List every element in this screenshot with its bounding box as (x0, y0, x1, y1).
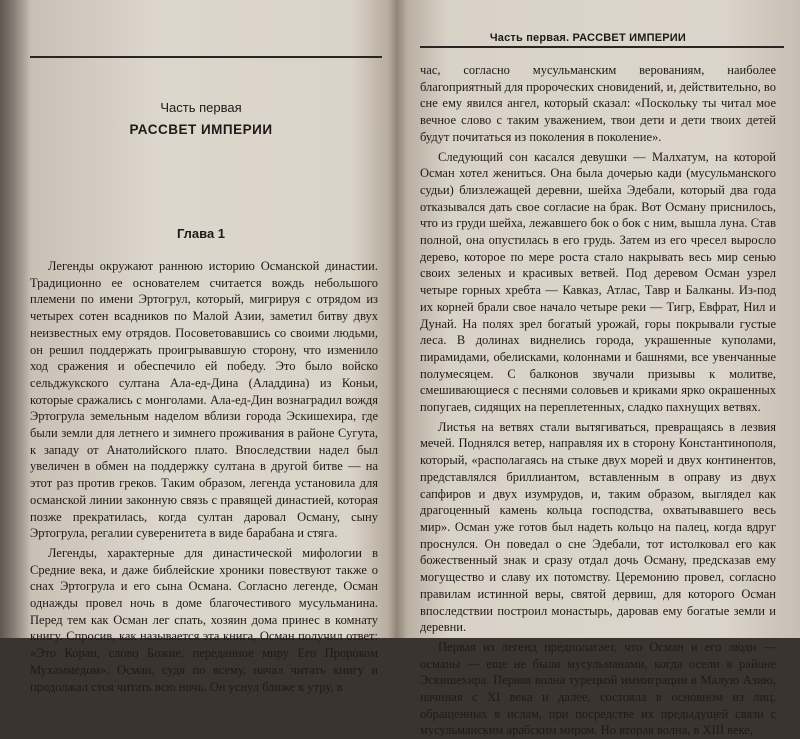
header-rule (30, 56, 382, 58)
header-rule (420, 46, 784, 48)
left-page (20, 0, 382, 694)
paragraph: Легенды окружают раннюю историю Османской династии. Традиционно ее основателем считается вождь небольшого племени по имени Эртогрул, который, мигрируя с отрядом из четырех сотен всадников по Малой Азии, заметил битву двух неизвестных ему отрядов. Посоветовавшись со своими людьми, он решил поддержать проигрывавшую сторону, что изменило ход сражения и обеспечило ей победу. Это было войско сельджукского султана Ала-ед-Дина (Аладдина) из Коньи, которые сражались с монголами. Ала-ед-Дин вознаградил вождя Эртогрула земельным наделом вблизи города Эскишехира, где были земли для летнего и зимнего проживания в районе Сугута, к западу от Анатолийского плато. Впоследствии надел был увеличен в обмен на поддержку султана в другой битве — на этот раз против греков. Таким образом, легенда установила для османской линии законную связь с правящей династией, которая позже прекратилась, когда султан даровал Осману, сыну Эртогрула, регалии суверенитета в виде барабана и стяга. (30, 259, 378, 541)
part-title: РАССВЕТ ИМПЕРИИ (129, 122, 273, 137)
paragraph: час, согласно мусульманским верованиям, наиболее благоприятный для пророческих сновидений, и, действительно, во сне ему явился ангел, который сказал: «Поскольку ты читал мое вечное слово с таким уважением, твои дети и дети твоих детей будут почитаться из поколения в поколение». (420, 63, 776, 144)
part-label: Часть первая (160, 100, 242, 115)
left-body-text (30, 258, 378, 695)
paragraph: Следующий сон касался девушки — Малхатум, на которой Осман хотел жениться. Она была дочерью кади (мусульманского судьи) близлежащей деревни, шейха Эдебали, который два года отказывался дать свое согласие на брак. Вот Осману приснилось, что из груди шейха, лежавшего бок о бок с ним, вышла луна. Став полной, она опустилась в его грудь. Затем из его чресел выросло дерево, которое по мере роста стало накрывать весь мир сенью своих зеленых и красивых ветвей. Под деревом Осман узрел четыре горных хребта — Кавказ, Атлас, Тавр и Балканы. Из-под их корней брали свое начало четыре реки — Тигр, Евфрат, Нил и Дунай. На полях зрел богатый урожай, горы покрывали густые леса. В долинах виднелись города, украшенные куполами, пирамидами, обелисками, колоннами и башнями, все увенчанные полумесяцем. С балконов звучали призывы к молитве, смешивающиеся с песнями соловьев и криками ярко окрашенных попугаев, сидящих на переплетенных, сладко пахнущих ветвях. (420, 149, 776, 415)
paragraph: Легенды, характерные для династической мифологии в Средние века, и даже библейские хроники повествуют также о снах Эртогрула и его сына Османа. Согласно легенде, Осман однажды провел ночь в доме благочестивого мусульманина. Перед тем как Осман лег спать, хозяин дома принес в комнату книгу. Спросив, как называется эта книга, Осман получил ответ: «Это Коран, слово Божие, переданное миру Его Пророком Мухаммедом». Осман, судя по всему, начал читать книгу и продолжал стоя читать всю ночь. Он уснул ближе к утру, в (30, 545, 378, 694)
paragraph: Листья на ветвях стали вытягиваться, превращаясь в лезвия мечей. Поднялся ветер, направляя их в сторону Константинополя, который, «располагаясь на стыке двух морей и двух континентов, представлялся бриллиантом, вставленным в оправу из двух сапфиров и двух изумрудов, и, таким образом, выглядел как драгоценный камень кольца господства, охватывавшего весь мир». Осман уже готов был надеть кольцо на палец, когда вдруг проснулся. Он поведал о сне Эдебали, тот истолковал его как божественный знак и сразу отдал дочь Осману, предсказав ему могущество и славу их потомству. Церемонию провел, согласно правилам истинной веры, святой дервиш, для которого Осман впоследствии построил монастырь, даровав ему богатые земли и деревни. (420, 419, 776, 635)
right-page (414, 0, 784, 738)
running-head: Часть первая. РАССВЕТ ИМПЕРИИ (489, 32, 686, 44)
paragraph: Первая из легенд предполагает, что Осман и его люди — османы — еще не были мусульманами, когда осели в районе Эскишехира. Первая волна турецкой иммиграции в Малую Азию, начиная с XI века и далее, состояла в основном из лиц, обращенных в ислам, при посредстве их предыдущей связи с мусульманским арабским миром. Но вторая волна, в XIII веке, (420, 639, 776, 738)
right-body-text (420, 62, 776, 739)
chapter-heading: Глава 1 (176, 226, 226, 241)
